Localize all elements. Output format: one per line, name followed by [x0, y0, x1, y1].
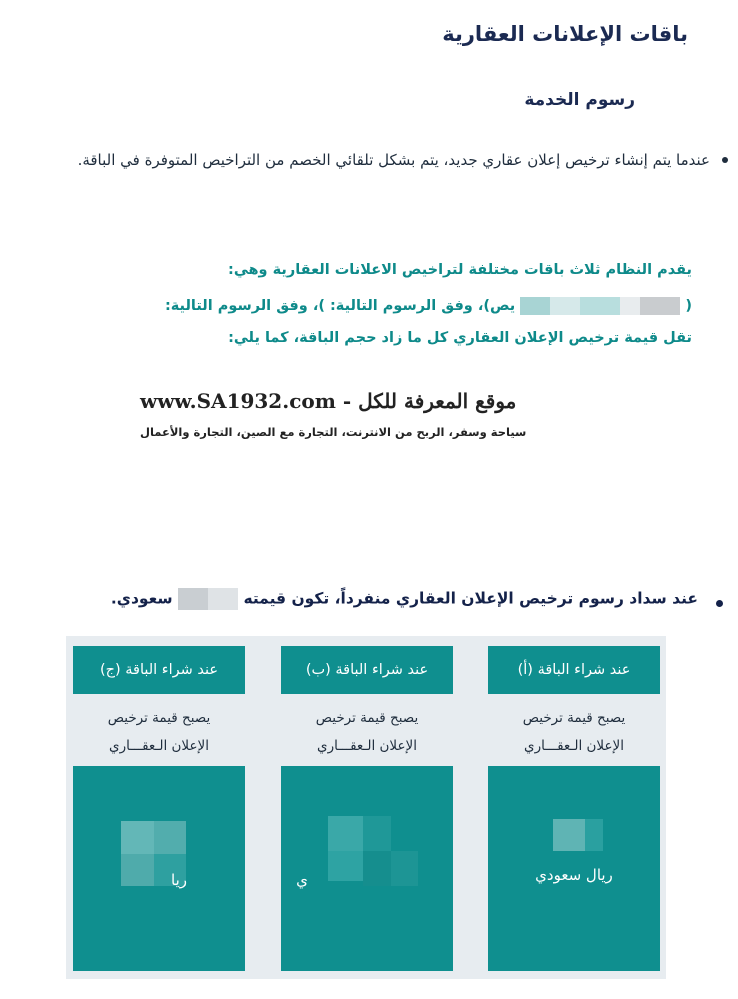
package-b-line-1: يصبح قيمة ترخيص	[315, 710, 419, 726]
redacted-block	[208, 588, 238, 610]
redacted-block	[363, 816, 391, 851]
bullet-dot	[722, 157, 728, 163]
package-a-line-1: يصبح قيمة ترخيص	[522, 710, 626, 726]
redacted-block	[553, 819, 585, 851]
package-c-value: ريا	[171, 871, 187, 889]
package-a-value: ريال سعودي	[535, 866, 613, 884]
fee-bullet	[111, 588, 698, 610]
fee-bullet-start: عند سداد رسوم ترخيص الإعلان العقاري منفرداً، تكون قيمته	[243, 589, 698, 608]
section-subtitle: رسوم الخدمة	[524, 90, 635, 110]
redacted-block	[154, 821, 186, 854]
package-c-line-1: يصبح قيمة ترخيص	[107, 710, 211, 726]
redacted-block	[580, 297, 620, 315]
intro-line-3: تقل قيمة ترخيص الإعلان العقاري كل ما زاد حجم الباقة، كما يلي:	[228, 330, 692, 346]
bullet-dot	[716, 600, 723, 607]
package-c-line-2: الإعلان الـعقـــاري	[109, 738, 209, 754]
package-a-card	[488, 636, 660, 979]
intro-line-1: يقدم النظام ثلاث باقات مختلفة لتراخيص الاعلانات العقارية وهي:	[228, 262, 692, 278]
package-c-description	[73, 704, 245, 760]
package-b-value-box	[281, 766, 453, 971]
intro-line-2	[165, 297, 692, 315]
intro-line-2-text: يص)، وفق الرسوم التالية: )، وفق الرسوم التالية:	[164, 298, 516, 314]
redacted-block	[585, 819, 603, 851]
package-b-value: ي	[296, 871, 308, 889]
package-c-header: عند شراء الباقة (ج)	[73, 646, 245, 694]
package-a-description	[488, 704, 660, 760]
package-a-value-box	[488, 766, 660, 971]
redacted-block	[391, 851, 418, 886]
redacted-block	[121, 821, 154, 854]
redacted-block	[550, 297, 580, 315]
watermark-line-1: www.SA1932.com - موقع المعرفة للكل	[140, 389, 517, 413]
package-c-value-box	[73, 766, 245, 971]
page-title: باقات الإعلانات العقارية	[442, 22, 688, 46]
redacted-block	[178, 588, 208, 610]
packages-panel	[66, 636, 666, 979]
bullet-paragraph	[60, 145, 710, 176]
package-a-header: عند شراء الباقة (أ)	[488, 646, 660, 694]
package-c-card	[73, 636, 245, 979]
package-a-line-2: الإعلان الـعقـــاري	[524, 738, 624, 754]
package-b-header: عند شراء الباقة (ب)	[281, 646, 453, 694]
bullet-text: عندما يتم إنشاء ترخيص إعلان عقاري جديد، يتم بشكل تلقائي الخصم من التراخيص المتوفرة في الباقة.	[77, 151, 710, 169]
redacted-block	[640, 297, 680, 315]
watermark-line-2: سياحة وسفر، الربح من الانترنت، التجارة مع الصين، التجارة والأعمال	[140, 425, 527, 439]
package-b-card	[281, 636, 453, 979]
package-b-description	[281, 704, 453, 760]
intro-line-2-start: (	[685, 298, 692, 314]
redacted-block	[520, 297, 550, 315]
fee-bullet-end: سعودي.	[110, 589, 173, 608]
package-b-line-2: الإعلان الـعقـــاري	[317, 738, 417, 754]
redacted-block	[328, 816, 363, 851]
redacted-block	[620, 297, 640, 315]
